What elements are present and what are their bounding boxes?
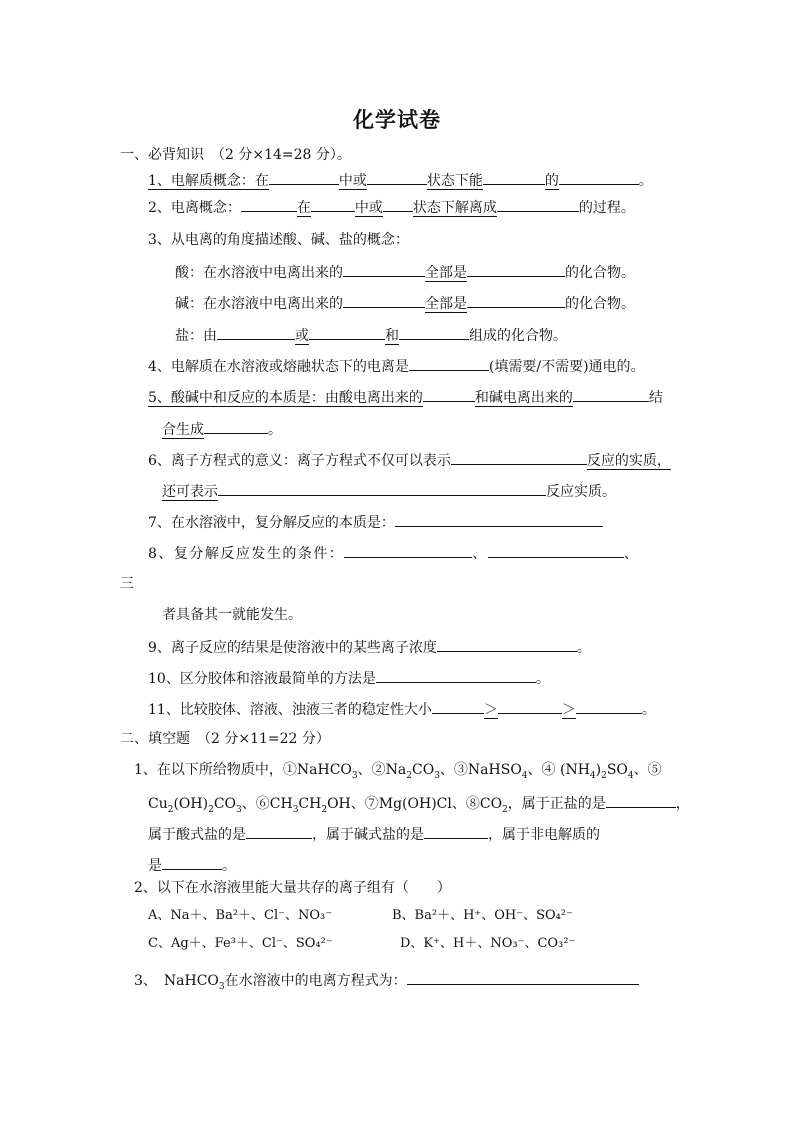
option-a[interactable]: A、Na＋、Ba²＋、Cl⁻、NO₃⁻ xyxy=(148,908,333,923)
answer-blank[interactable] xyxy=(488,543,624,558)
answer-blank[interactable] xyxy=(437,637,577,652)
answer-blank[interactable] xyxy=(399,325,469,340)
answer-blank[interactable] xyxy=(311,197,355,212)
answer-blank[interactable] xyxy=(423,387,475,402)
answer-blank[interactable] xyxy=(498,699,562,714)
answer-blank[interactable] xyxy=(483,170,545,185)
answer-blank[interactable] xyxy=(309,325,385,340)
answer-blank[interactable] xyxy=(383,197,413,212)
answer-blank[interactable] xyxy=(241,197,297,212)
answer-blank[interactable] xyxy=(217,325,295,340)
question-1-11: 11、比较胶体、溶液、浊液三者的稳定性大小 ＞ ＞ 。 xyxy=(148,699,656,719)
question-2-3: 3、 NaHCO$_3$在水溶液中的电离方程式为： xyxy=(134,970,639,990)
answer-blank[interactable] xyxy=(409,356,489,371)
question-1-7: 7、在水溶液中，复分解反应的本质是： xyxy=(148,512,603,532)
question-1-4: 4、电解质在水溶液或熔融状态下的电离是 (填需要/不需要)通电的。 xyxy=(148,356,645,376)
answer-blank[interactable] xyxy=(367,170,427,185)
question-2-1: 1、在以下所给物质中，①NaHCO$_3$、$②Na_2CO_3$、③NaHSO$_4$、④ $(NH_4)_2SO_4$、⑤ xyxy=(134,762,662,781)
answer-blank[interactable] xyxy=(559,170,639,185)
question-1-3: 3、从电离的角度描述酸、碱、盐的概念： xyxy=(148,232,409,248)
answer-blank[interactable] xyxy=(343,293,425,308)
answer-blank[interactable] xyxy=(467,293,565,308)
answer-blank[interactable] xyxy=(218,481,546,496)
question-1-5-cont: 合生成 。 xyxy=(162,419,282,439)
answer-blank[interactable] xyxy=(451,450,587,465)
page-title: 化学试卷 xyxy=(353,107,441,132)
question-1-8-wrap: 三 xyxy=(120,576,134,592)
answer-blank[interactable] xyxy=(343,262,425,277)
question-1-1: 1、电解质概念：在 中或 状态下能 的 。 xyxy=(148,170,653,190)
answer-blank[interactable] xyxy=(269,170,339,185)
answer-blank[interactable] xyxy=(246,824,312,839)
question-2-2: 2、以下在水溶液里能大量共存的离子组有（ ） xyxy=(134,880,451,896)
answer-blank[interactable] xyxy=(424,824,488,839)
question-1-6-cont: 还可表示 反应实质。 xyxy=(162,481,616,501)
section2-heading: 二、填空题 （2 分×11=22 分） xyxy=(120,731,330,747)
answer-blank[interactable] xyxy=(162,855,222,870)
question-2-1-line2: $Cu_2(OH)_2CO_3$、$⑥CH_3CH_2OH$、⑦Mg(OH)Cl、$⑧CO_2$，属于正盐的是 ， xyxy=(148,793,690,813)
answer-blank[interactable] xyxy=(606,793,676,808)
question-1-10: 10、区分胶体和溶液最简单的方法是 。 xyxy=(148,668,550,688)
acid-definition: 酸：在水溶液中电离出来的 全部是 的化合物。 xyxy=(175,262,635,282)
question-1-8-cont: 者具备其一就能发生。 xyxy=(162,607,302,623)
question-1-6: 6、离子方程式的意义：离子方程式不仅可以表示 反应的实质， xyxy=(148,450,671,470)
answer-blank[interactable] xyxy=(467,262,565,277)
section1-heading: 一、必背知识 （2 分×14=28 分）。 xyxy=(120,147,351,163)
answer-blank[interactable] xyxy=(573,387,649,402)
salt-definition: 盐：由 或 和 组成的化合物。 xyxy=(175,325,567,345)
question-1-5: 5、酸碱中和反应的本质是：由酸电离出来的 和碱电离出来的 结 xyxy=(148,387,663,407)
answer-blank[interactable] xyxy=(376,668,536,683)
question-2-1-line3: 属于酸式盐的是 ，属于碱式盐的是 ，属于非电解质的 xyxy=(148,824,600,844)
answer-blank[interactable] xyxy=(576,699,642,714)
answer-blank[interactable] xyxy=(497,197,579,212)
answer-blank[interactable] xyxy=(407,970,639,985)
option-c[interactable]: C、Ag＋、Fe³＋、Cl⁻、SO₄²⁻ xyxy=(148,936,333,951)
answer-blank[interactable] xyxy=(344,543,472,558)
option-d[interactable]: D、K⁺、H＋、NO₃⁻、CO₃²⁻ xyxy=(400,936,576,951)
answer-blank[interactable] xyxy=(395,512,603,527)
answer-blank[interactable] xyxy=(204,419,268,434)
question-1-8: 8、复分解反应发生的条件： 、 、 xyxy=(148,543,639,563)
question-1-9: 9、离子反应的结果是使溶液中的某些离子浓度 。 xyxy=(148,637,591,657)
question-2-1-line4: 是 。 xyxy=(148,855,236,875)
base-definition: 碱：在水溶液中电离出来的 全部是 的化合物。 xyxy=(175,293,635,313)
question-1-2: 2、电离概念： 在 中或 状态下解离成 的过程。 xyxy=(148,197,635,217)
option-b[interactable]: B、Ba²＋、H⁺、OH⁻、SO₄²⁻ xyxy=(392,908,573,923)
answer-blank[interactable] xyxy=(432,699,484,714)
